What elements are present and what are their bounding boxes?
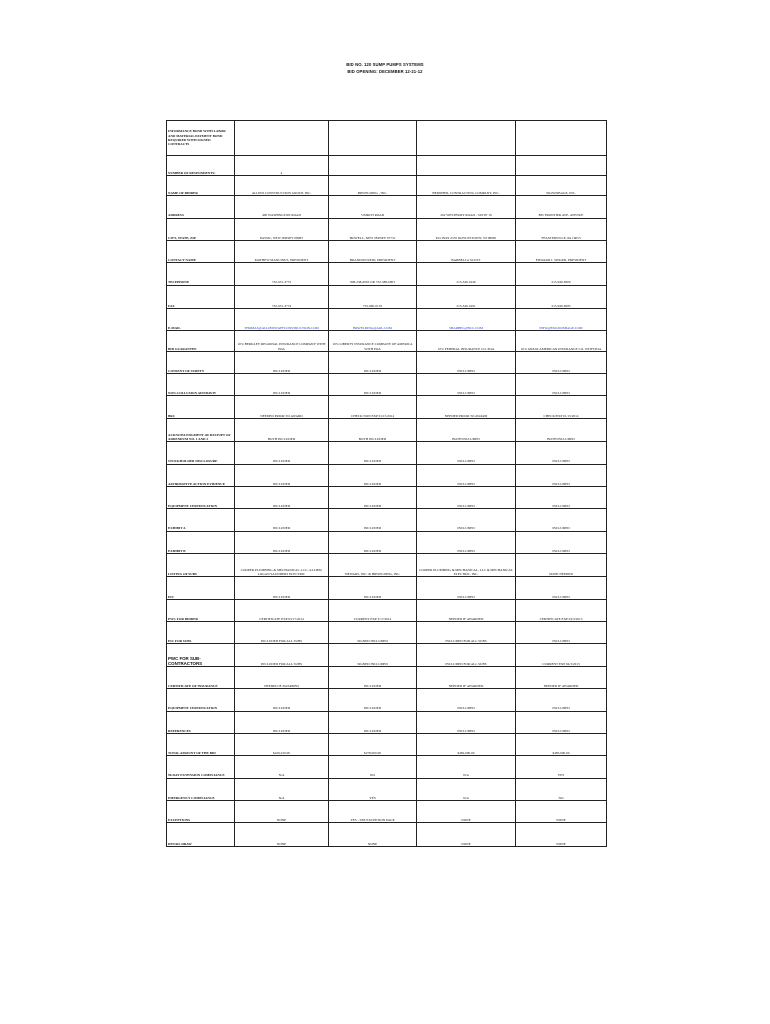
bidder-cell: CHECK NON EXP 01/15/2014 — [329, 396, 417, 418]
bidder-cell — [516, 121, 607, 156]
bidder-cell: INCLUDED — [235, 351, 329, 373]
bidder-cell: INCLUDED — [235, 577, 329, 599]
bidder-cell: $226,250.00 — [235, 733, 329, 755]
bidder-cell: INCLUDED — [235, 509, 329, 531]
bidder-cell: INCLUDED FOR ALL SUBS — [235, 622, 329, 644]
bidder-cell: 215-340-1940 — [417, 263, 516, 285]
bidder-cell: INCLUDED — [329, 509, 417, 531]
bidder-cell: BARBELLA SCOTT — [417, 240, 516, 262]
bidder-cell: INCLUDED — [235, 531, 329, 553]
bidder-cell: SIEWARS, INC. & BRWELDING, INC. — [329, 553, 417, 576]
bidder-cell: YES - SEE EXCEPTION PAGE — [329, 800, 417, 822]
table-row-number-of-respondents — [167, 155, 607, 175]
bidder-cell: INCLUDED — [329, 374, 417, 396]
bidder-cell: CERTIFICATE EXP 04/3/2013 — [516, 599, 607, 621]
bidder-cell — [417, 155, 516, 175]
table-row-telephone — [167, 263, 607, 285]
bidder-cell: 400 WASHINGTON ROAD — [235, 196, 329, 218]
bidder-cell: INCLUDED — [329, 486, 417, 508]
bidder-cell: P.O. BOX 2535 DOYLESTOWN, NJ 08085 — [417, 218, 516, 240]
bidder-cell: N/A — [417, 778, 516, 800]
bidder-cell: SIGNED INCLUDED — [329, 644, 417, 666]
bidder-cell: NONE — [417, 800, 516, 822]
bidder-cell: INCLUDED — [516, 509, 607, 531]
table-row-email — [167, 309, 607, 331]
bidder-cell: INCLUDED — [516, 531, 607, 553]
bidder-email-link[interactable]: THOMAS@ALLIEDSTAFFCONSTRUCTION.COM — [235, 309, 329, 331]
bid-opening-date: BID OPENING: DECEMBER 12-21-12 — [347, 69, 423, 74]
bidder-cell: $482,000.00 — [417, 733, 516, 755]
bidder-cell: 908-238-0003 OR 732-588-0003 — [329, 263, 417, 285]
table-row-consent-of-surety — [167, 351, 607, 373]
bidder-cell: BRANDON REID, PRESIDENT — [329, 240, 417, 262]
bidder-email-link[interactable]: SBARBEL@BCC.COM — [417, 309, 516, 331]
table-row-non-collusion-affidavit — [167, 374, 607, 396]
bidder-cell: NEEDED IF AWARDED — [417, 599, 516, 621]
bidder-cell: ALLIED CONSTRUCTION GROUP, INC. — [235, 175, 329, 195]
bidder-cell: 732-651-3772 — [235, 263, 329, 285]
bidder-cell: SIGNOSBAGE, INC. — [516, 175, 607, 195]
table-row-exhibit-b — [167, 531, 607, 553]
bidder-cell: 5 BIRCH ROAD — [329, 196, 417, 218]
bidder-cell: INCLUDED FOR ALL SUBS — [417, 644, 516, 666]
bidder-cell: NONE — [329, 823, 417, 847]
bidder-cell: INCLUDED — [417, 509, 516, 531]
table-row-eic-for-subs — [167, 622, 607, 644]
bidder-cell: INCLUDED — [235, 486, 329, 508]
bidder-cell: 215-946-8285 — [516, 285, 607, 308]
bidder-cell: 732-651-3774 — [235, 285, 329, 308]
bidder-cell: CHECK/EXP 01/15/2014 — [516, 396, 607, 418]
table-row-stockholder-disclosure — [167, 442, 607, 464]
bidder-cell: INCLUDED — [417, 442, 516, 464]
bidder-cell: INCLUDED — [516, 689, 607, 711]
bidder-cell: NEEDED PRIOR TO AWARD — [235, 396, 329, 418]
bidder-cell: INCLUDED — [516, 486, 607, 508]
table-row-emergency-compliance — [167, 778, 607, 800]
table-row-exhibit-a — [167, 509, 607, 531]
row-label: EIC FOR SUBS — [167, 622, 235, 644]
row-label: EXHIBIT B — [167, 531, 235, 553]
bidder-cell: $278,000.00 — [329, 733, 417, 755]
bidder-cell: INCLUDED — [417, 711, 516, 733]
bidder-cell: COOPER PLUMBING & MECHANICAL, LLC & MECHANICAL ELECTRIC, INC. — [417, 553, 516, 576]
table-row-eic — [167, 577, 607, 599]
bidder-cell: INCLUDED — [516, 464, 607, 486]
bidder-cell: BOTH INCLUDED — [329, 418, 417, 441]
bidder-cell: CERTIFICATE EXP 03/17/2014 — [235, 599, 329, 621]
bidder-cell: INCLUDED — [235, 711, 329, 733]
bidder-cell: INCLUDED — [417, 577, 516, 599]
table-row-equipment-certification — [167, 486, 607, 508]
bidder-cell: BOTH INCLUDED — [235, 418, 329, 441]
bidder-cell: INCLUDED — [235, 464, 329, 486]
bidder-cell: INCLUDED — [417, 351, 516, 373]
row-label: NUMBER OF RESPONDENTS: — [167, 155, 235, 175]
row-label: EQUIPMENT CERTIFICATION — [167, 486, 235, 508]
bidder-cell: INCLUDED — [417, 531, 516, 553]
row-label: LISTING OF SUBS — [167, 553, 235, 576]
table-row-extension-compliance — [167, 756, 607, 778]
bidder-cell: INCLUDED — [417, 464, 516, 486]
bidder-cell: 202 WESTBURY ROAD - SUITE 19 — [417, 196, 516, 218]
bidder-cell: INCLUDED — [516, 442, 607, 464]
table-row-addendum-acknowledgment — [167, 418, 607, 441]
bidder-cell: N/A — [235, 778, 329, 800]
bidder-cell — [516, 155, 607, 175]
bidder-cell: CURRENT EXP 04/3/2013 — [516, 644, 607, 666]
row-label: FAX — [167, 285, 235, 308]
row-label: TOTAL AMOUNT OF THE BID — [167, 733, 235, 755]
row-label: EXHIBIT A — [167, 509, 235, 531]
bidder-cell: INCLUDED — [329, 531, 417, 553]
bidder-cell: HOWELL, NEW JERSEY 07731 — [329, 218, 417, 240]
row-label: EMERGENCY COMPLIANCE — [167, 778, 235, 800]
row-label: INFORMANCE BOND WITH LABOR AND MATERIAL PAYMENT BOND REQUIRED WITH SIGNED CONTRACTS — [167, 121, 235, 156]
row-label: NON-COLLUSION AFFIDAVIT — [167, 374, 235, 396]
bid-title: BID NO. 120 SUMP PUMPS SYSTEMS — [346, 62, 424, 67]
bidder-cell — [235, 121, 329, 156]
bidder-cell: INCLUDED — [235, 374, 329, 396]
row-label: REFERENCES — [167, 711, 235, 733]
table-row-pwc-for-bidder — [167, 599, 607, 621]
bidder-cell: NONE — [516, 823, 607, 847]
bidder-cell: INCLUDED — [329, 666, 417, 688]
table-row-bidder-name — [167, 175, 607, 195]
row-label: CERTIFICATE OF INSURANCE — [167, 666, 235, 688]
table-row-bid-guarantee — [167, 331, 607, 351]
table-row-certificate-of-insurance — [167, 666, 607, 688]
bidder-cell: INCLUDED — [329, 577, 417, 599]
bidder-cell: SIGNED INCLUDED — [329, 622, 417, 644]
table-row-fax — [167, 285, 607, 308]
bidder-cell: NONE — [235, 800, 329, 822]
bidder-cell: N/A — [235, 756, 329, 778]
bidder-cell: INCLUDED FOR ALL SUBS — [417, 622, 516, 644]
bidder-cell: INCLUDED — [329, 689, 417, 711]
bidder-cell: 215-946-8300 — [516, 263, 607, 285]
bidder-cell: INCLUDED — [329, 464, 417, 486]
bidder-cell: NONE — [516, 800, 607, 822]
bidder-cell: NEEDED IF AWARDED — [235, 666, 329, 688]
bidder-cell: INCLUDED — [516, 577, 607, 599]
bidder-cell — [329, 155, 417, 175]
bidder-cell: CURRENT EXP 3/17/2014 — [329, 599, 417, 621]
bidder-cell — [417, 121, 516, 156]
bidder-cell: YES — [329, 778, 417, 800]
bid-tabulation-table — [166, 120, 607, 847]
bidder-cell: N/A — [417, 756, 516, 778]
bidder-cell: BOTH INCLUDED — [516, 418, 607, 441]
row-label: PWC FOR BIDDER — [167, 599, 235, 621]
bidder-cell: NONE NEEDED — [516, 553, 607, 576]
bidder-email-link[interactable]: BRWELDING@AOL.COM — [329, 309, 417, 331]
bidder-cell: 215-340-1991 — [417, 285, 516, 308]
bidder-cell: INCLUDED — [417, 374, 516, 396]
table-row-bond-requirements — [167, 121, 607, 156]
table-row-listing-of-subs — [167, 553, 607, 576]
bidder-cell: COOPER PLUMBING & MECHANICAL, LLC, ALLIED, LOGAN SAUNDERS ELECTRIC — [235, 553, 329, 576]
bidder-cell: BERNHEIL CONTRACTING COMPANY, INC. — [417, 175, 516, 195]
bidder-cell: YES — [516, 756, 607, 778]
bidder-cell: MATHEW MANCINUS, PRESIDENT — [235, 240, 329, 262]
bidder-cell: INCLUDED — [516, 374, 607, 396]
bidder-cell: INCLUDED — [235, 689, 329, 711]
bidder-cell: 10% GREAT AMERICAN INSURANCE CO. WITH POA — [516, 331, 607, 351]
bidder-cell: 4 — [235, 155, 329, 175]
row-label: ADDRESS — [167, 196, 235, 218]
row-label: E-MAIL — [167, 309, 235, 331]
bidder-cell: INCLUDED — [329, 711, 417, 733]
table-row-total-bid-amount — [167, 733, 607, 755]
bidder-cell: 10% BERKLEY REGIONAL INSURANCE COMPANY WITH POA — [235, 331, 329, 351]
row-label: DETAIL DRAW — [167, 823, 235, 847]
bidder-cell: NO — [516, 778, 607, 800]
bidder-cell: INCLUDED — [329, 442, 417, 464]
table-row-pwc-for-subcontractors — [167, 644, 607, 666]
row-label: STOCKHOLDER DISCLOSURE — [167, 442, 235, 464]
row-label: NAME OF BIDDER — [167, 175, 235, 195]
bidder-cell: INCLUDED — [516, 711, 607, 733]
row-label: EXCEPTIONS — [167, 800, 235, 822]
row-label: EQUIPMENT CERTIFICATION — [167, 689, 235, 711]
bidder-cell: NEEDED IF AWARDED — [417, 666, 516, 688]
bidder-cell: INCLUDED — [417, 689, 516, 711]
bidder-cell: INCLUDED — [516, 622, 607, 644]
bidder-cell: INCLUDED — [417, 486, 516, 508]
row-label: ACKNOWLEDGMENT OF RECEIPT OF ADDENDUM NO. 1 AND 2 — [167, 418, 235, 441]
bidder-cell: INCLUDED — [235, 442, 329, 464]
bidder-cell: NEEDED PRIOR TO AWARD — [417, 396, 516, 418]
table-row-brc — [167, 396, 607, 418]
row-label: EIC — [167, 577, 235, 599]
row-label: BRC — [167, 396, 235, 418]
row-label: CITY, STATE, ZIP — [167, 218, 235, 240]
row-label: TELEPHONE — [167, 263, 235, 285]
bidder-cell: NONE — [417, 823, 516, 847]
table-row-contact-name — [167, 240, 607, 262]
row-label: CONTACT NAME — [167, 240, 235, 262]
bidder-cell: NEEDED IF AWARDED — [516, 666, 607, 688]
bidder-cell: 10% LIBERTY INSURANCE COMPANY OF AMERICA WITH POA — [329, 331, 417, 351]
bidder-cell: BRWELDING , INC. — [329, 175, 417, 195]
row-label: 90-DAY EXTENSION COMPLIANCE — [167, 756, 235, 778]
bidder-cell: 732-960-0155 — [329, 285, 417, 308]
table-row-references — [167, 711, 607, 733]
table-row-address — [167, 196, 607, 218]
bidder-cell: 885 FRONTIER AVE. AVENUE — [516, 196, 607, 218]
table-row-affirmative-action-evidence — [167, 464, 607, 486]
bidder-email-link[interactable]: INFO@ESIGNOSBAGE.COM — [516, 309, 607, 331]
table-row-city-state-zip — [167, 218, 607, 240]
row-label: PWC FOR SUB-CONTRACTORS — [167, 644, 235, 666]
bidder-cell — [329, 121, 417, 156]
bidder-cell: EDWARD J. SINGER, PRESIDENT — [516, 240, 607, 262]
row-label: CONSENT OF SURETY — [167, 351, 235, 373]
bidder-cell: PASSIC, NEW JERSEY 08083 — [235, 218, 329, 240]
bidder-cell: FEASTERVILLE, PA 19053 — [516, 218, 607, 240]
table-row-detail-draw — [167, 823, 607, 847]
bidder-cell: 10% FEDERAL INSURANCE CO. POA — [417, 331, 516, 351]
table-row-exceptions — [167, 800, 607, 822]
bidder-cell: $485,000.00 — [516, 733, 607, 755]
bidder-cell: BOTH INCLUDED — [417, 418, 516, 441]
row-label: BID GUARANTEE — [167, 331, 235, 351]
table-row-equipment-certification-2 — [167, 689, 607, 711]
bidder-cell: NONE — [235, 823, 329, 847]
bidder-cell: INCLUDED — [329, 351, 417, 373]
row-label: AFFIRMATIVE ACTION EVIDENCE — [167, 464, 235, 486]
bidder-cell: NO — [329, 756, 417, 778]
bidder-cell: INCLUDED — [516, 351, 607, 373]
bidder-cell: INCLUDED FOR ALL SUBS — [235, 644, 329, 666]
